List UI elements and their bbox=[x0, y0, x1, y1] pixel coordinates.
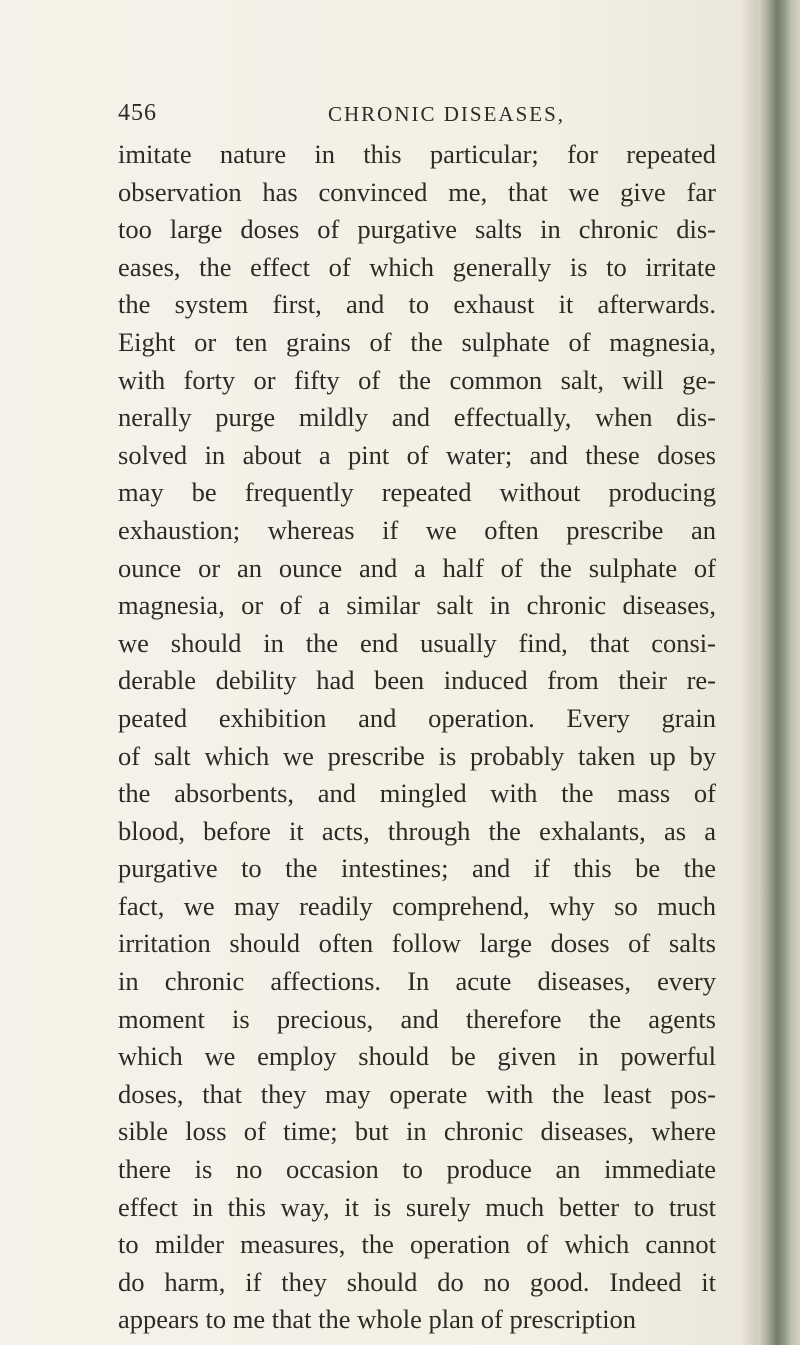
text-line: solved in about a pint of water; and these doses bbox=[118, 439, 716, 470]
text-line: with forty or fifty of the common salt, will ge- bbox=[118, 364, 716, 395]
text-line: of salt which we prescribe is probably taken up by bbox=[118, 740, 716, 771]
text-line: fact, we may readily comprehend, why so much bbox=[118, 890, 716, 921]
text-line: imitate nature in this particular; for repeated bbox=[118, 139, 716, 169]
text-line: derable debility had been induced from their re- bbox=[118, 665, 716, 696]
text-line: irritation should often follow large doses of salts bbox=[118, 928, 716, 959]
text-line: we should in the end usually find, that consi- bbox=[118, 627, 716, 658]
text-line: do harm, if they should do no good. Indeed it bbox=[118, 1266, 716, 1297]
text-line: ounce or an ounce and a half of the sulphate of bbox=[118, 552, 716, 583]
running-head: CHRONIC DISEASES, bbox=[328, 102, 566, 126]
text-line: may be frequently repeated without producing bbox=[118, 477, 716, 508]
body-text bbox=[118, 136, 716, 1339]
book-spine-edge bbox=[758, 0, 800, 1345]
text-line: effect in this way, it is surely much better to trust bbox=[118, 1191, 716, 1222]
text-line: to milder measures, the operation of which cannot bbox=[118, 1229, 716, 1260]
text-line: in chronic affections. In acute diseases, every bbox=[118, 966, 716, 997]
text-line: there is no occasion to produce an immediate bbox=[118, 1154, 716, 1185]
text-line: moment is precious, and therefore the agents bbox=[118, 1003, 716, 1034]
text-line: observation has convinced me, that we give far bbox=[118, 176, 716, 207]
text-line: peated exhibition and operation. Every grain bbox=[118, 702, 716, 733]
text-line: doses, that they may operate with the least pos- bbox=[118, 1078, 716, 1109]
text-line: the system first, and to exhaust it afterwards. bbox=[118, 289, 716, 320]
text-line: which we employ should be given in powerful bbox=[118, 1041, 716, 1072]
text-line: eases, the effect of which generally is to irritate bbox=[118, 251, 716, 282]
page-header bbox=[118, 100, 718, 134]
text-line: sible loss of time; but in chronic diseases, where bbox=[118, 1116, 716, 1147]
text-line: too large doses of purgative salts in chronic dis- bbox=[118, 214, 716, 245]
page-number: 456 bbox=[118, 100, 157, 126]
text-line: blood, before it acts, through the exhalants, as a bbox=[118, 815, 716, 846]
text-line: exhaustion; whereas if we often prescribe an bbox=[118, 514, 716, 545]
text-line: the absorbents, and mingled with the mass of bbox=[118, 778, 716, 809]
gutter-shadow bbox=[740, 0, 758, 1345]
text-line: purgative to the intestines; and if this be the bbox=[118, 853, 716, 884]
text-line: appears to me that the whole plan of prescription bbox=[118, 1304, 637, 1335]
text-line: magnesia, or of a similar salt in chronic diseases, bbox=[118, 590, 716, 621]
text-line: Eight or ten grains of the sulphate of magnesia, bbox=[118, 326, 716, 357]
text-line: nerally purge mildly and effectually, when dis- bbox=[118, 402, 716, 433]
